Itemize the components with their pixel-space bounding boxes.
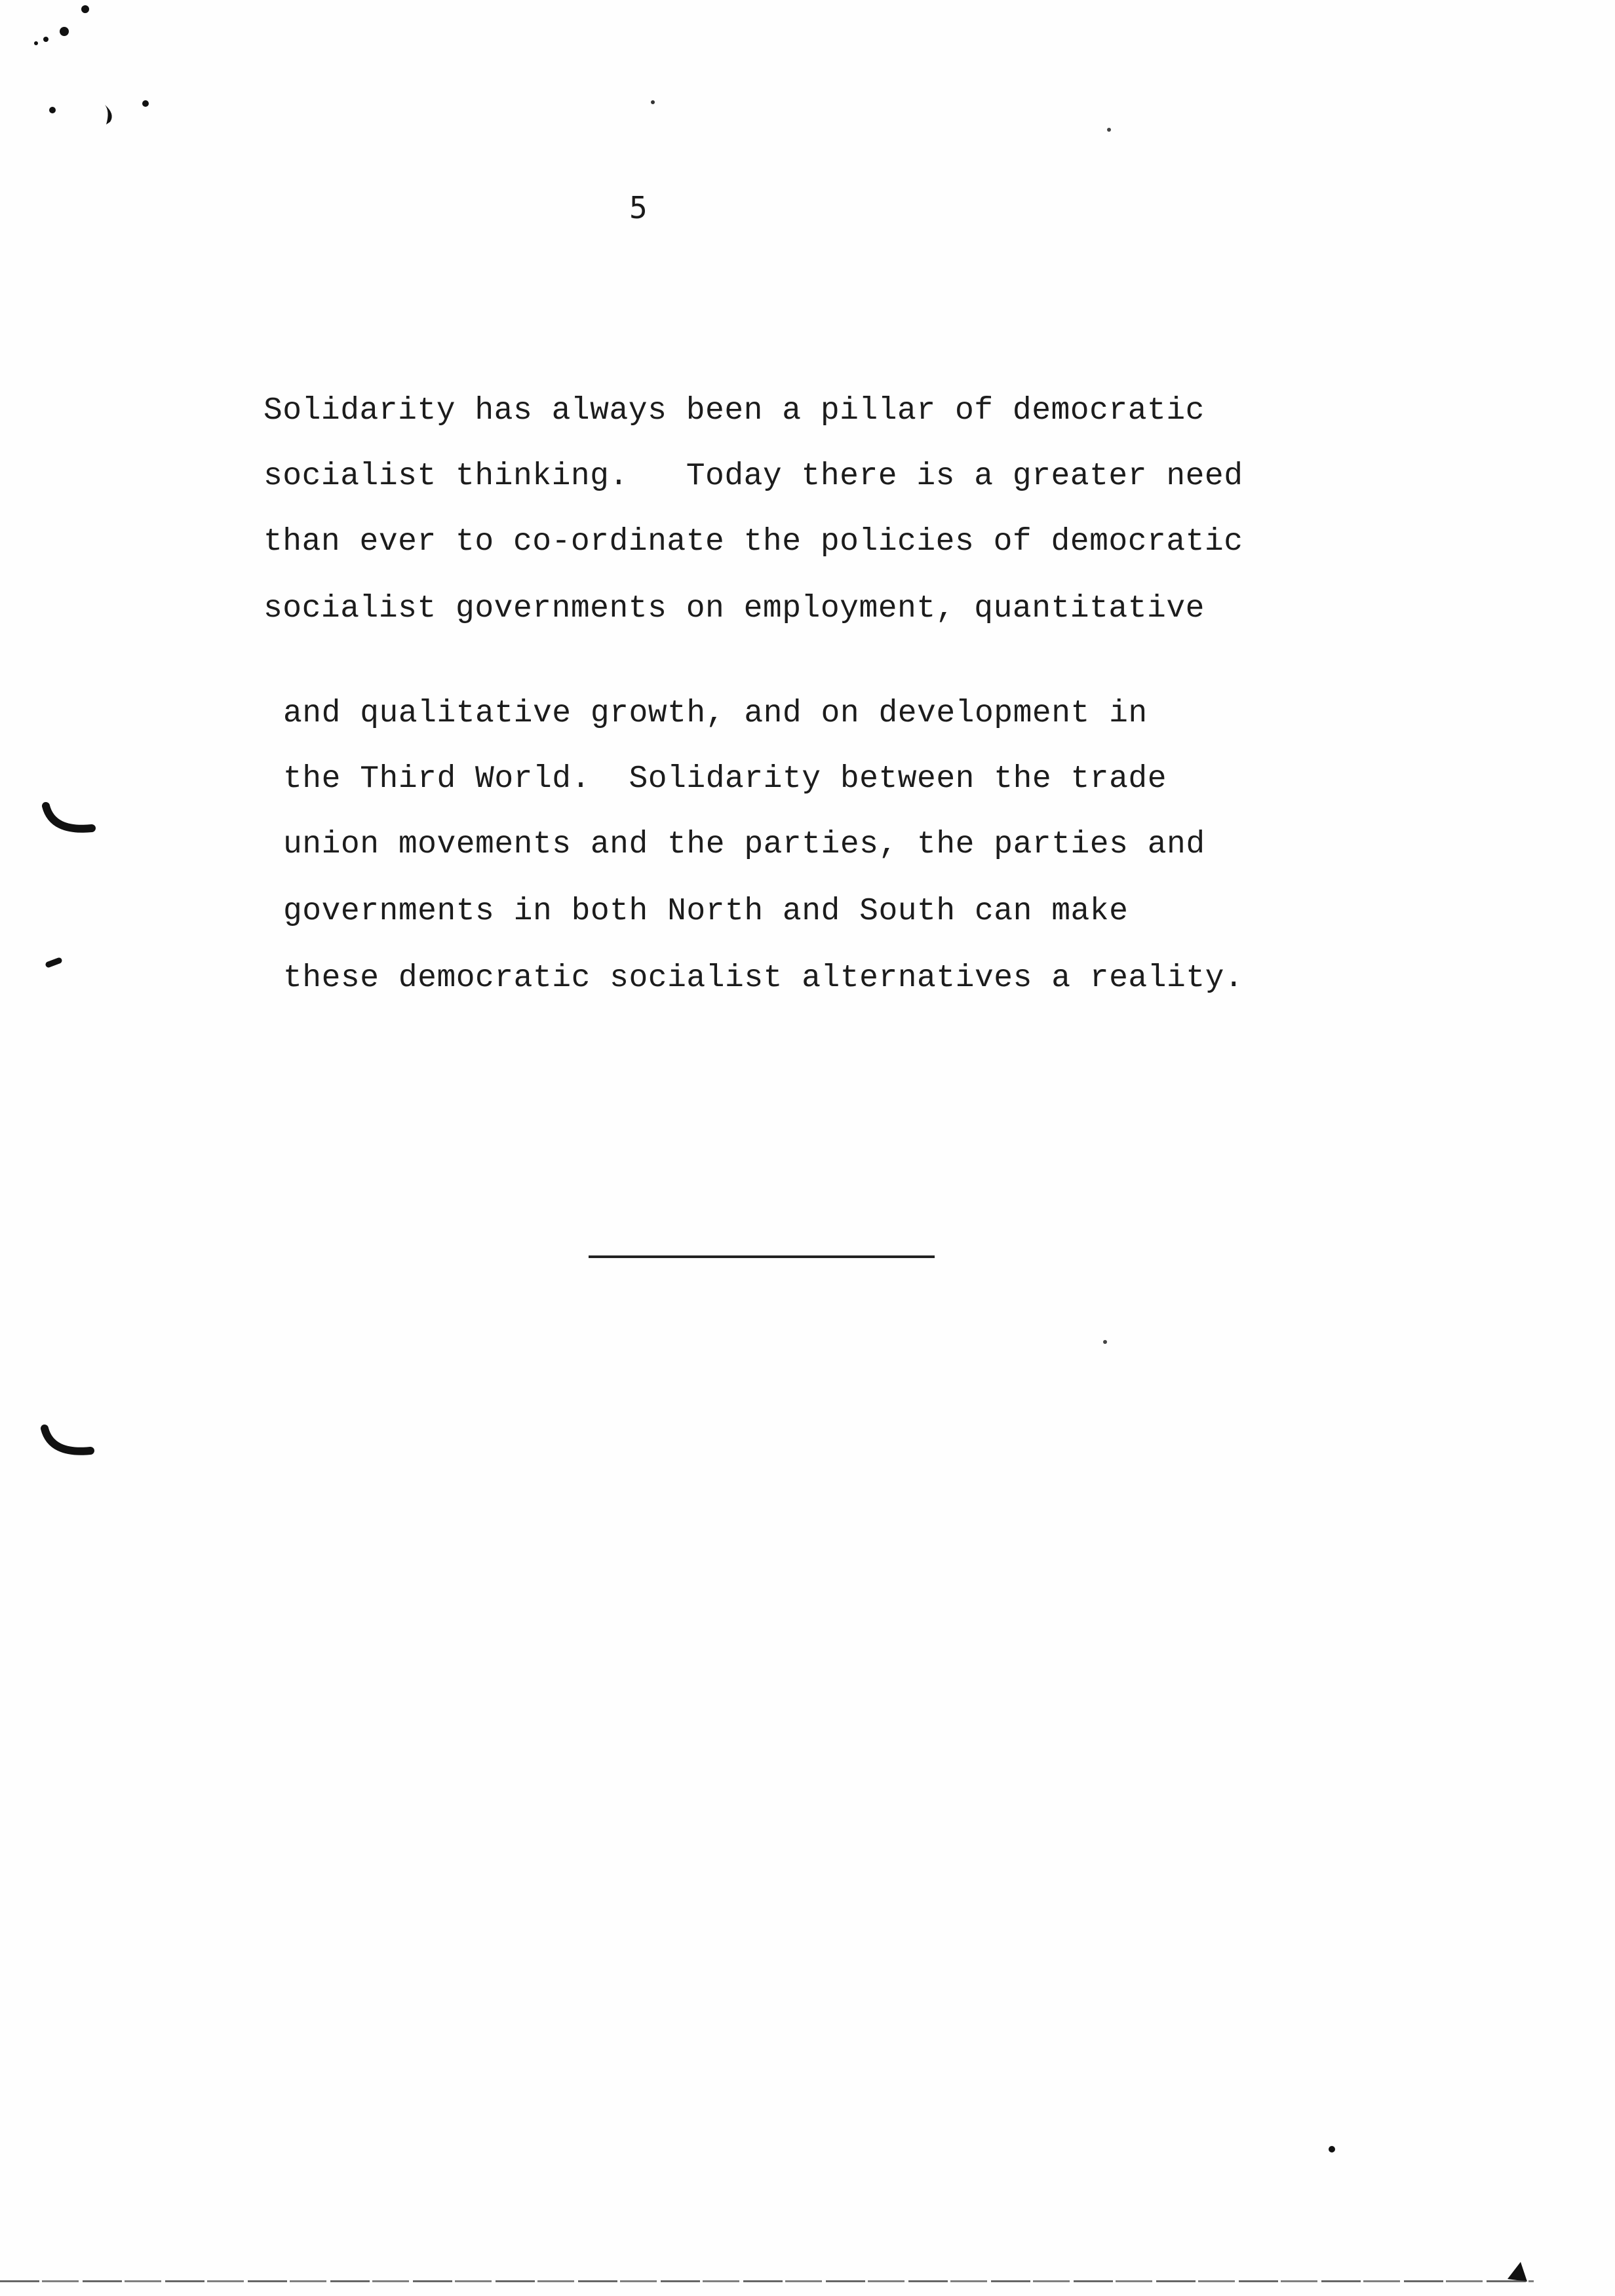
speck — [81, 5, 89, 13]
speck — [34, 41, 38, 45]
body-text-line: and qualitative growth, and on development in — [283, 696, 1148, 731]
body-text-line: these democratic socialist alternatives a reality. — [283, 961, 1244, 996]
end-rule-divider — [589, 1255, 935, 1258]
body-text-line: Solidarity has always been a pillar of democratic — [263, 393, 1205, 429]
margin-bracket-mark — [46, 806, 92, 829]
speck — [1329, 2146, 1335, 2152]
body-text-line: union movements and the parties, the parties and — [283, 827, 1205, 862]
speck — [1103, 1340, 1107, 1344]
speck — [60, 27, 69, 36]
body-text-line: socialist governments on employment, quantitative — [263, 591, 1205, 626]
margin-bracket-mark — [45, 1428, 90, 1451]
speck — [651, 100, 655, 104]
bottom-edge-line — [0, 2280, 1534, 2282]
speck — [49, 961, 59, 965]
body-text-line: than ever to co-ordinate the policies of democratic — [263, 524, 1243, 560]
speck — [43, 37, 49, 42]
body-text-line: socialist thinking. Today there is a greater need — [263, 459, 1243, 494]
body-text-line: governments in both North and South can make — [283, 894, 1129, 929]
speck — [142, 100, 149, 107]
speck — [49, 107, 56, 113]
body-text-line: the Third World. Solidarity between the trade — [283, 761, 1167, 797]
speck — [1107, 128, 1111, 132]
speck — [105, 105, 112, 124]
page-number: 5 — [629, 190, 648, 225]
speck — [1508, 2262, 1527, 2282]
